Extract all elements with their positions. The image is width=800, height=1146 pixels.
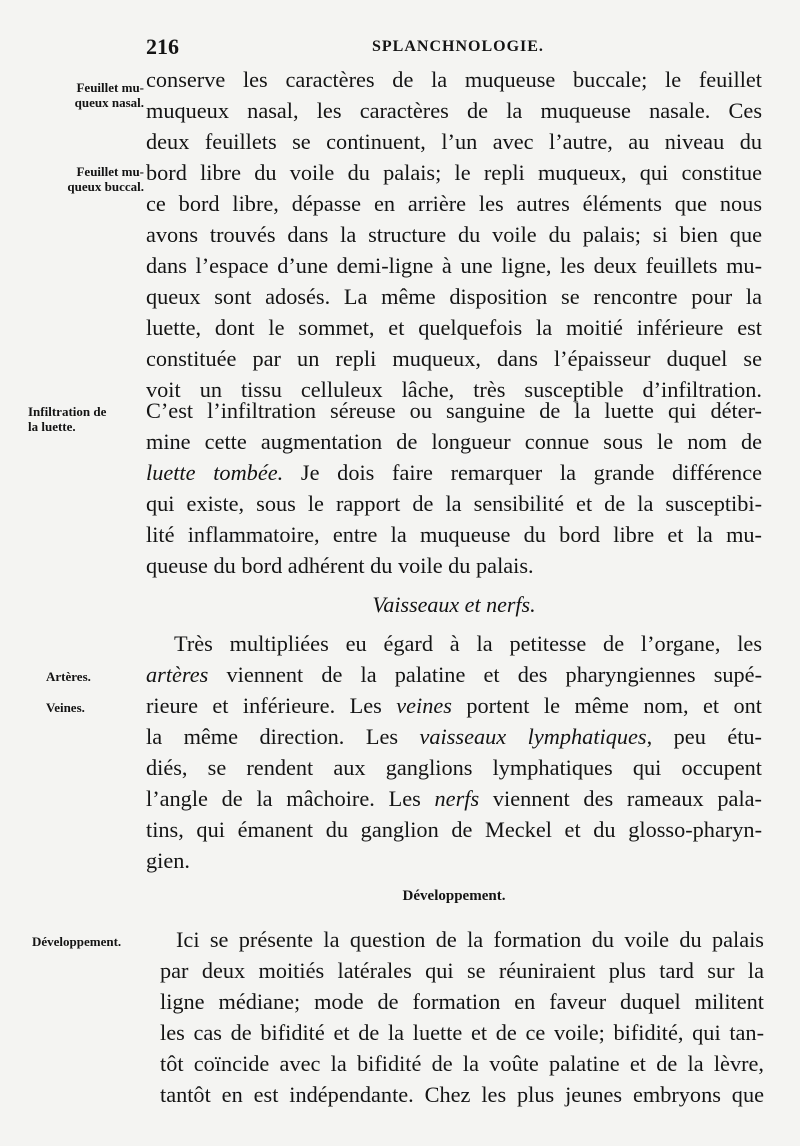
text-fragment: portent le même nom, et ont: [451, 693, 762, 718]
text-line: tantôt en est indépendante. Chez les plus jeunes embryons que: [160, 1082, 764, 1107]
text-line: par deux moitiés latérales qui se réuniraient plus tard sur la: [160, 958, 764, 983]
text-line: dans l’espace d’une demi-ligne à une ligne, les deux feuillets mu-: [146, 253, 762, 278]
text-line: qui existe, sous le rapport de la sensibilité et de la susceptibi-: [146, 491, 762, 516]
margin-note-veines: Veines.: [46, 700, 85, 715]
paragraph-1: [146, 64, 762, 405]
margin-note-feuillet-nasal: [18, 80, 144, 110]
text-line: constituée par un repli muqueux, dans l’épaisseur duquel se: [146, 346, 762, 371]
text-line: [146, 457, 762, 488]
section-heading-development: Développement.: [402, 888, 506, 904]
text-line: voit un tissu celluleux lâche, très susceptible d’infiltration.: [146, 377, 762, 402]
text-fragment: viennent des rameaux pala-: [479, 786, 762, 811]
margin-note-line: Feuillet mu-: [76, 80, 144, 95]
text-line: C’est l’infiltration séreuse ou sanguine de la luette qui déter-: [146, 398, 762, 423]
paragraph-development: [160, 924, 764, 1110]
text-fragment: la même direction. Les: [146, 724, 420, 749]
text-line: conserve les caractères de la muqueuse buccale; le feuillet: [146, 67, 762, 92]
text-line: [146, 783, 762, 814]
text-line: bord libre du voile du palais; le repli muqueux, qui constitue: [146, 160, 762, 185]
text-line: tins, qui émanent du ganglion de Meckel et du glosso-pharyn-: [146, 817, 762, 842]
margin-note-infiltration: [28, 404, 154, 434]
text-line: diés, se rendent aux ganglions lymphatiques qui occupent: [146, 755, 762, 780]
text-line: avons trouvés dans la structure du voile du palais; si bien que: [146, 222, 762, 247]
section-heading-vessels: Vaisseaux et nerfs.: [372, 592, 536, 617]
paragraph-2: [146, 395, 762, 581]
text-line: tôt coïncide avec la bifidité de la voûte palatine et de la lèvre,: [160, 1051, 764, 1076]
text-line: ligne médiane; mode de formation en faveur duquel militent: [160, 989, 764, 1014]
italic-term: luette tombée.: [146, 460, 284, 485]
text-fragment: l’angle de la mâchoire. Les: [146, 786, 435, 811]
running-title: SPLANCHNOLOGIE.: [372, 38, 544, 55]
paragraph-vessels: [146, 628, 762, 876]
text-fragment: viennent de la palatine et des pharyngiennes supé-: [208, 662, 762, 687]
margin-note-line: Feuillet mu-: [76, 164, 144, 179]
text-line: lité inflammatoire, entre la muqueuse du bord libre et la mu-: [146, 522, 762, 547]
margin-note-line: queux nasal.: [74, 95, 144, 110]
text-line: luette, dont le sommet, et quelquefois la moitié inférieure est: [146, 315, 762, 340]
margin-note-line: Infiltration de: [28, 404, 107, 419]
margin-note-feuillet-buccal: [18, 164, 144, 194]
margin-note-developpement: Développement.: [32, 934, 122, 949]
italic-term: artères: [146, 662, 209, 687]
text-fragment: Je dois faire remarquer la grande différence: [283, 460, 762, 485]
text-line: [146, 721, 762, 752]
text-line: muqueux nasal, les caractères de la muqueuse nasale. Ces: [146, 98, 762, 123]
italic-term: nerfs: [434, 786, 480, 811]
page-header: [0, 34, 800, 64]
text-line: gien.: [146, 848, 190, 873]
text-line: [146, 659, 762, 690]
text-fragment: rieure et inférieure. Les: [146, 693, 397, 718]
text-line: queuse du bord adhérent du voile du palais.: [146, 553, 534, 578]
text-line: [146, 690, 762, 721]
text-line: deux feuillets se continuent, l’un avec l’autre, au niveau du: [146, 129, 762, 154]
italic-term: vaisseaux lymphatiques: [419, 724, 647, 749]
margin-note-line: la luette.: [28, 419, 76, 434]
text-line: Ici se présente la question de la formation du voile du palais: [176, 927, 764, 952]
margin-note-arteres: Artères.: [46, 669, 91, 684]
text-line: les cas de bifidité et de la luette et de ce voile; bifidité, qui tan-: [160, 1020, 764, 1045]
text-line: queux sont adosés. La même disposition se rencontre pour la: [146, 284, 762, 309]
text-line: ce bord libre, dépasse en arrière les autres éléments que nous: [146, 191, 762, 216]
text-line: Très multipliées eu égard à la petitesse de l’organe, les: [174, 631, 762, 656]
text-line: mine cette augmentation de longueur connue sous le nom de: [146, 429, 762, 454]
text-fragment: , peu étu-: [646, 724, 762, 749]
italic-term: veines: [396, 693, 452, 718]
margin-note-line: queux buccal.: [67, 179, 144, 194]
page-number: 216: [146, 34, 179, 59]
